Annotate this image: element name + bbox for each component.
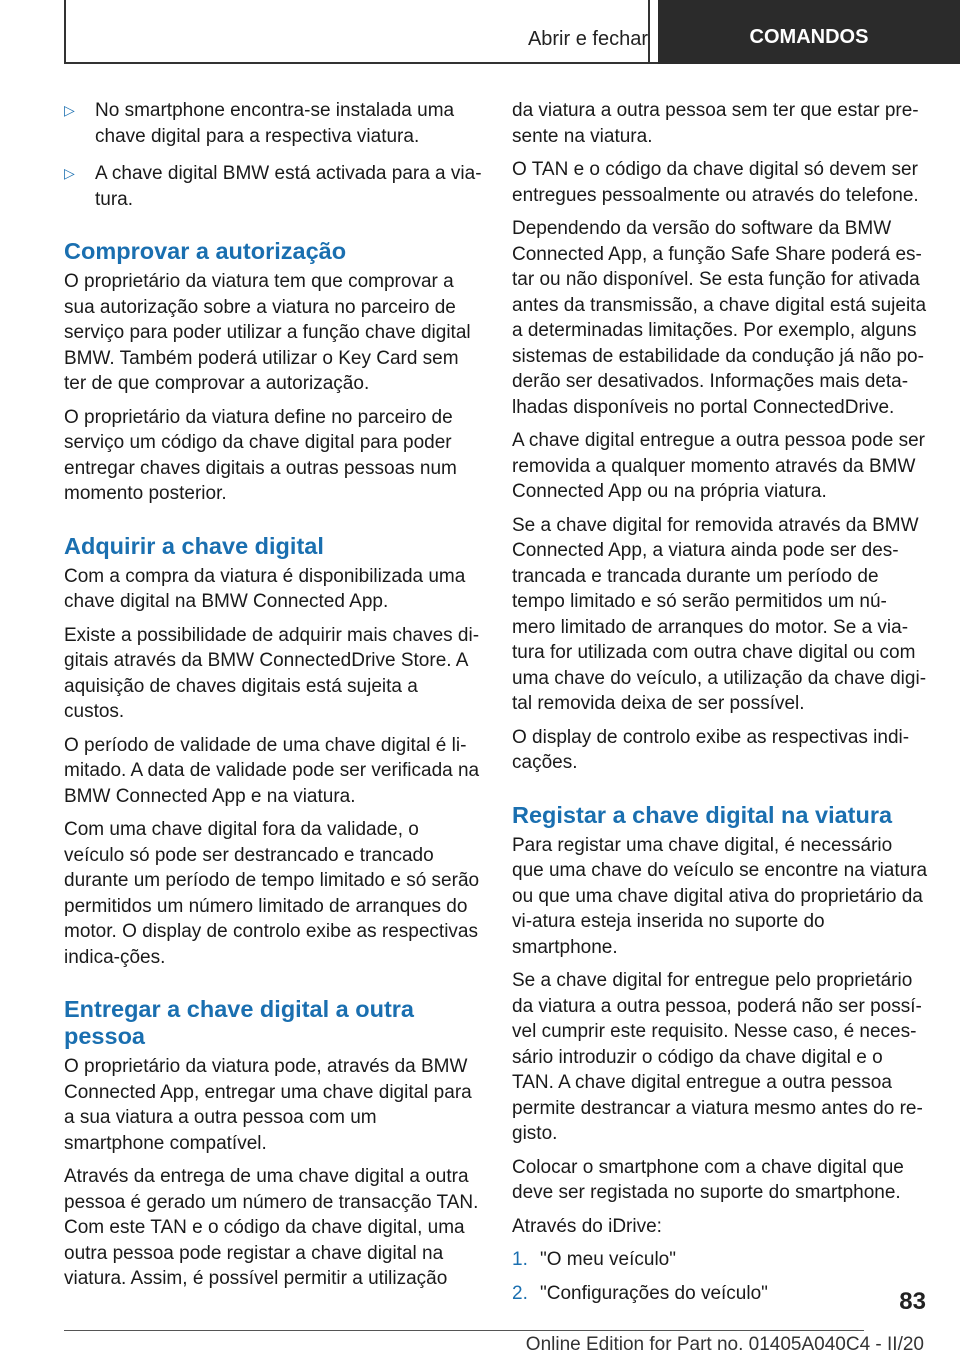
triangle-bullet-icon: ▷	[64, 102, 75, 118]
paragraph: Com uma chave digital fora da validade, o veículo só pode ser destrancado e trancado durante um período de tempo limitado e só serão permitidos um número limitado de arranques do motor. O display de controlo exibe as respectivas indica-ções.	[64, 819, 480, 968]
section-heading: Registar a chave digital na viatura	[512, 801, 893, 828]
header-section-title: Abrir e fechar	[527, 28, 648, 50]
bullet-text: A chave digital BMW está activada para a via-tura.	[95, 163, 482, 210]
paragraph: Se a chave digital for entregue pelo proprietário da viatura a outra pessoa, poderá não ser possí-vel cumprir este requisito. Nesse caso, é neces-sário introduzir o código da chave digital e o TAN. A chave digital entregue a outra pessoa permite destrancar a viatura mesmo antes do re-gisto.	[512, 970, 923, 1144]
header-divider	[648, 0, 650, 64]
step-number: 1.	[512, 1249, 528, 1270]
step-text: "O meu veículo"	[540, 1249, 676, 1270]
step-number: 2.	[512, 1282, 528, 1304]
section-heading: Comprovar a autorização	[64, 238, 347, 264]
paragraph: O display de controlo exibe as respectivas indi-cações.	[512, 726, 910, 773]
left-column	[64, 98, 482, 1300]
paragraph: Através da entrega de uma chave digital a outra pessoa é gerado um número de transacção TAN. Com este TAN e o código da chave digital, uma outra pessoa pode registar a chave digital na viatura. Assim, é possível permitir a utilização	[64, 1166, 479, 1289]
paragraph: Dependendo da versão do software da BMW Connected App, a função Safe Share poderá es-tar ou não disponível. Se esta função for ativada antes da transmissão, a chave digital está sujeita a determinadas limitações. Por exemplo, alguns sistemas de estabilidade da condução já não po-derão ser desativados. Informações mais deta-lhadas disponíveis no portal ConnectedDrive.	[512, 218, 927, 418]
right-column	[512, 98, 928, 1314]
step-item	[512, 1281, 928, 1307]
paragraph: O proprietário da viatura define no parceiro de serviço um código da chave digital para poder entregar chaves digitais a outras pessoas num momento posterior.	[64, 406, 457, 504]
section-heading: Adquirir a chave digital	[64, 532, 324, 559]
paragraph: O proprietário da viatura tem que comprovar a sua autorização sobre a viatura no parceiro de serviço para poder utilizar a função chave digital BMW. Também poderá utilizar o Key Card sem ter de que comprovar a autorização.	[64, 271, 471, 394]
paragraph: O proprietário da viatura pode, através da BMW Connected App, entregar uma chave digital para a sua viatura a outra pessoa com um smartphone compatível.	[64, 1056, 472, 1154]
paragraph: O período de validade de uma chave digital é li-mitado. A data de validade pode ser verificada na BMW Connected App e na viatura.	[64, 734, 480, 807]
bullet-text: No smartphone encontra-se instalada uma chave digital para a respectiva viatura.	[95, 100, 455, 147]
section-heading: Entregar a chave digital a outra pessoa	[64, 996, 414, 1049]
paragraph: Se a chave digital for removida através da BMW Connected App, a viatura ainda pode ser des-trancada e trancada durante um período de tempo limitado e só serão permitidos um nú-mero limitado de arranques do motor. Se a via-tura for utilizada com outra chave digital ou com uma chave do veículo, a utilização da chave digi-tal removida deixa de ser possível.	[512, 514, 927, 714]
paragraph: Com a compra da viatura é disponibilizada uma chave digital na BMW Connected App.	[64, 565, 466, 612]
paragraph: Existe a possibilidade de adquirir mais chaves di-gitais através da BMW ConnectedDrive Store. A aquisição de chaves digitais está sujeita a custos.	[64, 624, 480, 722]
footer-divider	[64, 1330, 864, 1331]
list-item	[64, 98, 482, 149]
page-number: 83	[899, 1288, 926, 1315]
paragraph: Colocar o smartphone com a chave digital que deve ser registada no suporte do smartphone.	[512, 1156, 904, 1203]
paragraph: da viatura a outra pessoa sem ter que estar pre-sente na viatura.	[512, 100, 919, 147]
paragraph: Através do iDrive:	[512, 1215, 662, 1237]
header-chapter-label: COMANDOS	[749, 25, 869, 48]
paragraph: Para registar uma chave digital, é necessário que uma chave do veículo se encontre na viatura ou que uma chave digital ativa do proprietário da vi-atura esteja inserida no suporte do smartphone.	[512, 834, 928, 958]
paragraph: A chave digital entregue a outra pessoa pode ser removida a qualquer momento através da BMW Connected App ou na própria viatura.	[512, 430, 926, 502]
list-item	[64, 161, 482, 212]
footer-edition: Online Edition for Part no. 01405A040C4 - II/20	[525, 1334, 924, 1355]
paragraph: O TAN e o código da chave digital só devem ser entregues pessoalmente ou através do telefone.	[512, 159, 919, 206]
triangle-bullet-icon: ▷	[64, 165, 75, 181]
step-text: "Configurações do veículo"	[540, 1282, 768, 1304]
step-item	[512, 1247, 928, 1273]
header-chapter-tab	[658, 0, 960, 64]
